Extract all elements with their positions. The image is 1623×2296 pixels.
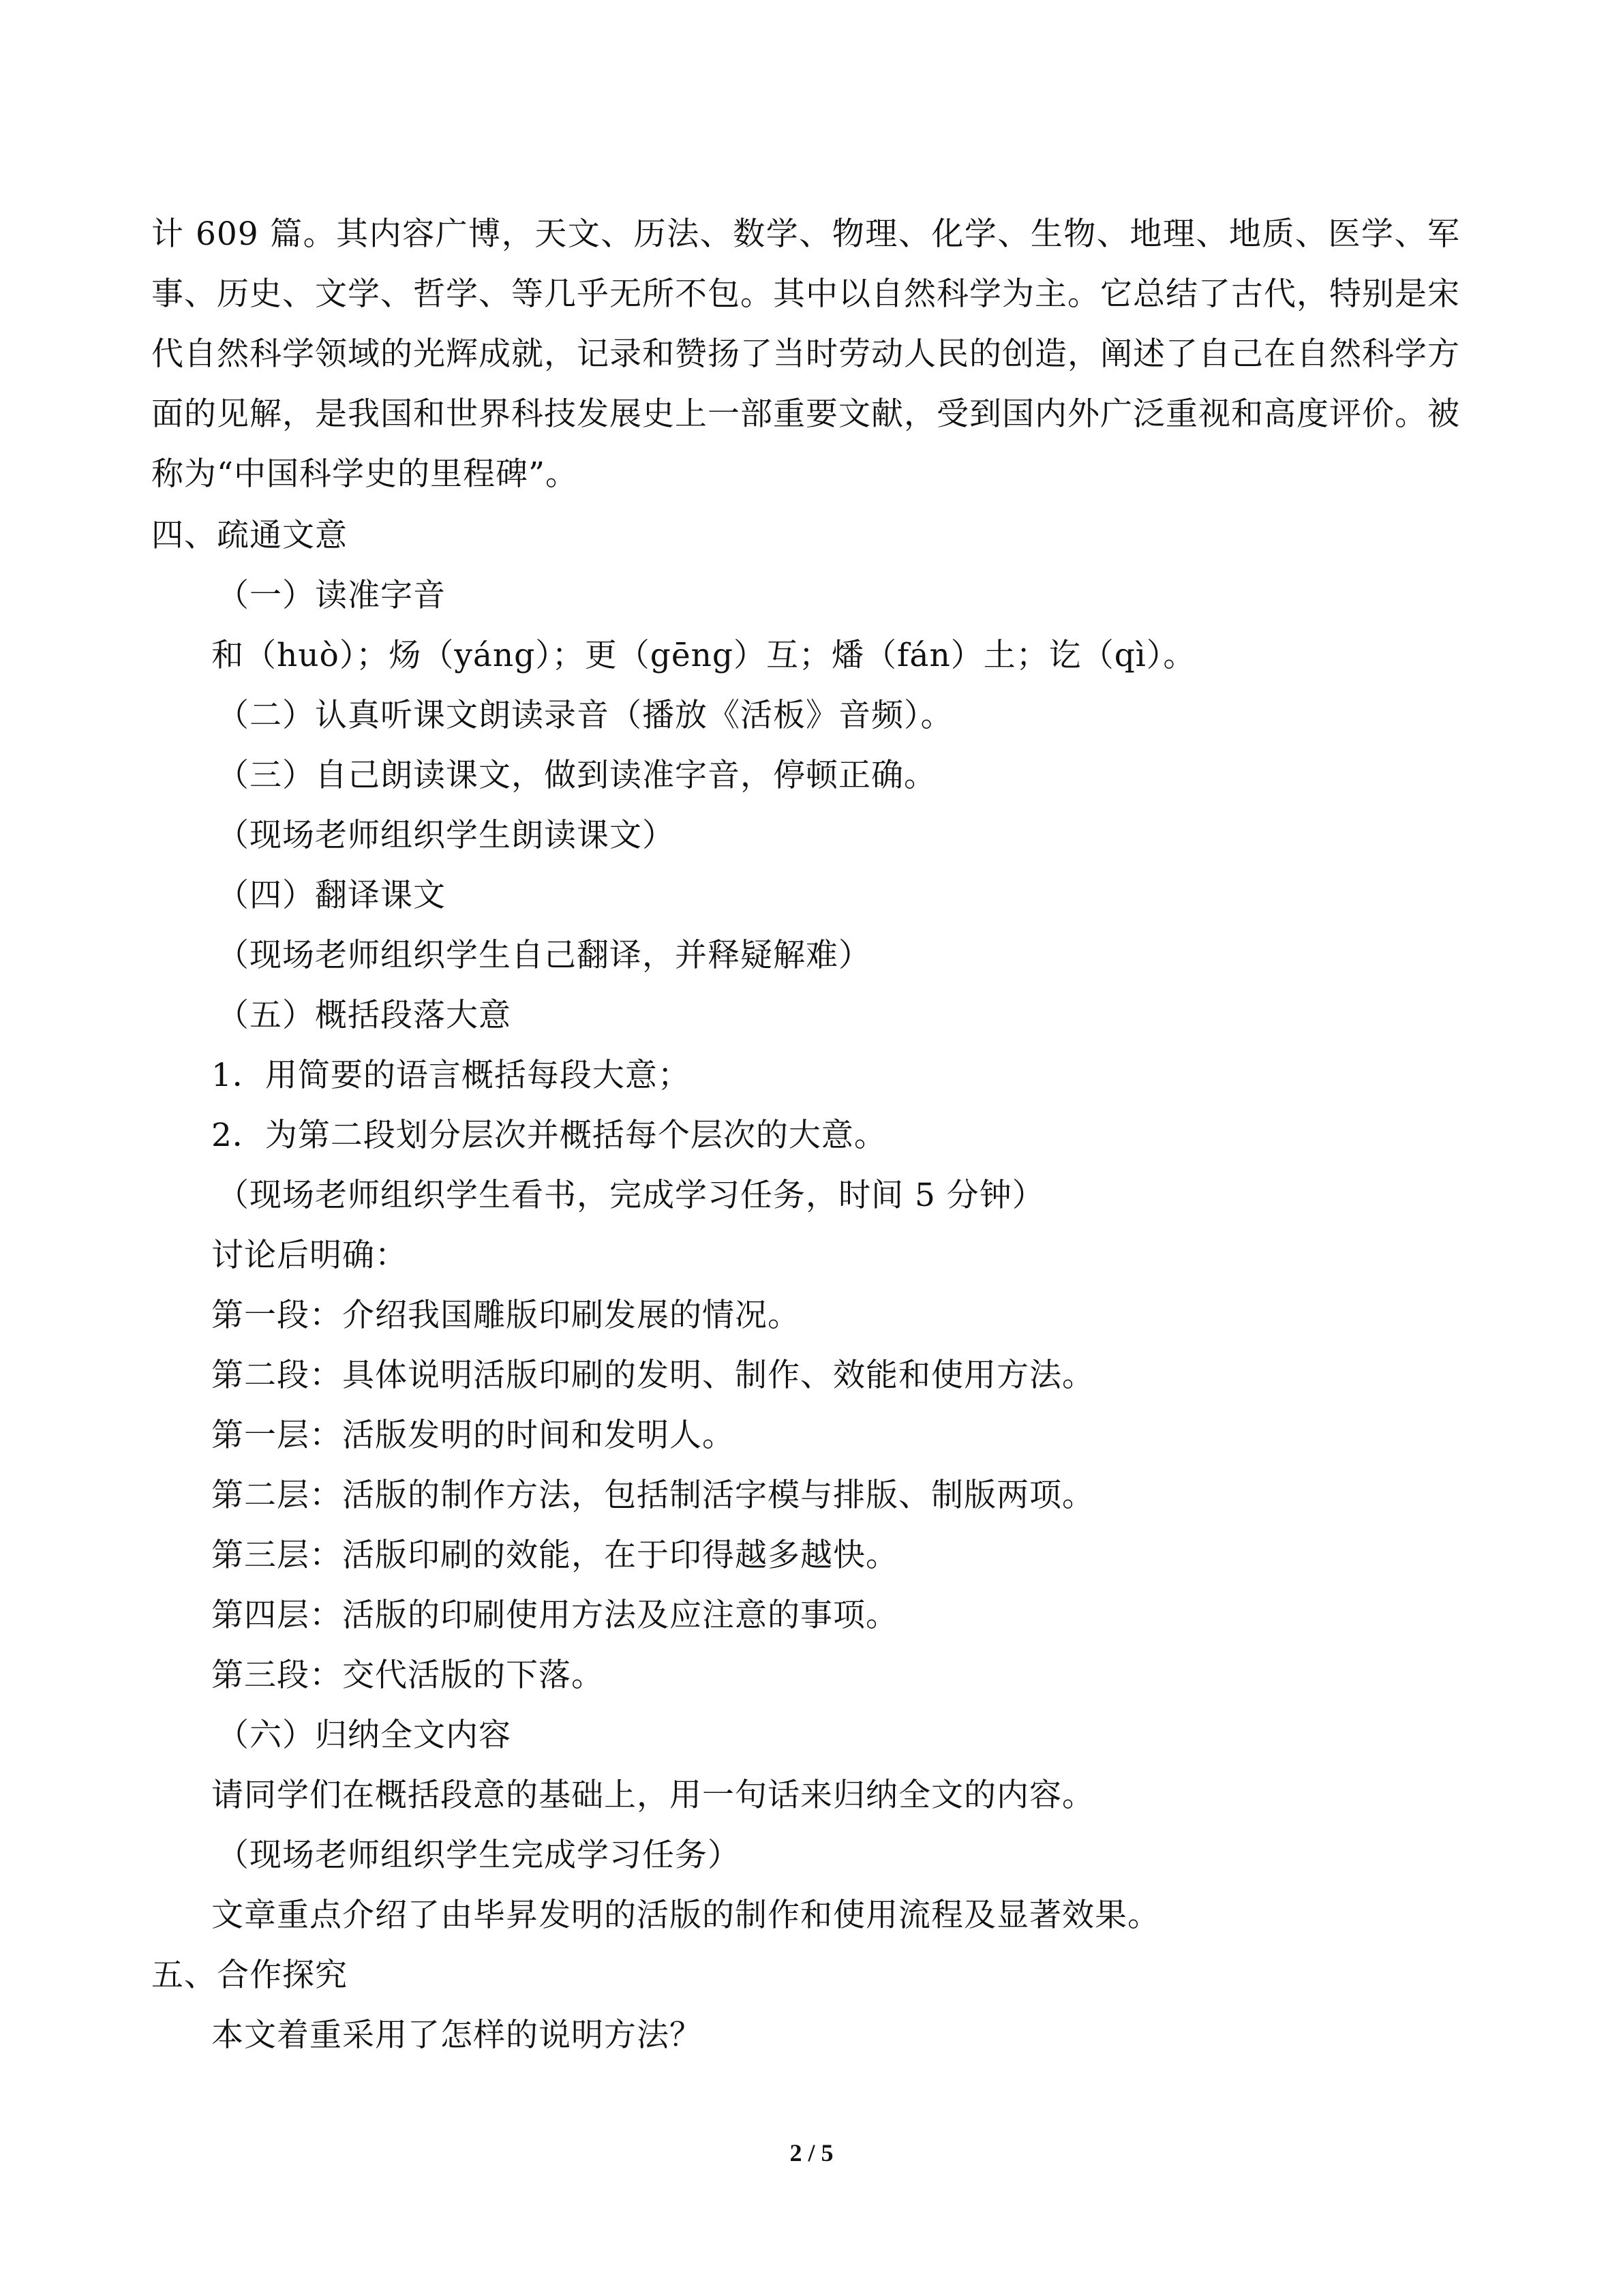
section-heading-4: 四、疏通文意 bbox=[151, 517, 348, 554]
question-line: 本文着重采用了怎样的说明方法？ bbox=[211, 2016, 702, 2054]
summary-line: 第一段：介绍我国雕版印刷发展的情况。 bbox=[211, 1297, 800, 1334]
teacher-note-4: （现场老师组织学生完成学习任务） bbox=[217, 1837, 740, 1874]
summary-line: 第二层：活版的制作方法，包括制活字模与排版、制版两项。 bbox=[211, 1477, 1095, 1514]
summary-line: 第一层：活版发明的时间和发明人。 bbox=[211, 1417, 735, 1454]
page-number: 2 / 5 bbox=[789, 2139, 834, 2166]
intro-paragraph: 计 609 篇。其内容广博，天文、历法、数学、物理、化学、生物、地理、地质、医学、军事、历史、文学、哲学、等几乎无所不包。其中以自然科学为主。它总结了古代，特别是宋代自然科学领域的光辉成就，记录和赞扬了当时劳动人民的创造，阐述了自己在自然科学方面的见解，是我国和世界科技发展史上一部重要文献，受到国内外广泛重视和高度评价。被称为“中国科学史的里程碑”。 bbox=[151, 215, 1460, 493]
section-heading-5: 五、合作探究 bbox=[151, 1957, 348, 1994]
teacher-note-3: （现场老师组织学生看书，完成学习任务，时间 5 分钟） bbox=[217, 1177, 1045, 1214]
subheading-4: （四）翻译课文 bbox=[217, 877, 446, 914]
subheading-2: （二）认真听课文朗读录音（播放《活板》音频）。 bbox=[217, 697, 954, 734]
task-prompt: 请同学们在概括段意的基础上，用一句话来归纳全文的内容。 bbox=[211, 1777, 1095, 1814]
teacher-note-1: （现场老师组织学生朗读课文） bbox=[217, 817, 675, 854]
subheading-3: （三）自己朗读课文，做到读准字音，停顿正确。 bbox=[217, 757, 937, 794]
conclusion-line: 文章重点介绍了由毕昇发明的活版的制作和使用流程及显著效果。 bbox=[211, 1897, 1160, 1934]
discussion-label: 讨论后明确： bbox=[211, 1237, 408, 1274]
task-item-2: 2．为第二段划分层次并概括每个层次的大意。 bbox=[211, 1117, 887, 1154]
summary-line: 第二段：具体说明活版印刷的发明、制作、效能和使用方法。 bbox=[211, 1357, 1095, 1394]
subheading-1: （一）读准字音 bbox=[217, 577, 446, 614]
subheading-6: （六）归纳全文内容 bbox=[217, 1717, 511, 1754]
summary-line: 第三段：交代活版的下落。 bbox=[211, 1657, 604, 1694]
pronunciation-line: 和（huò）；炀（yáng）；更（gēng）互；燔（fán）土；讫（qì）。 bbox=[211, 637, 1196, 674]
teacher-note-2: （现场老师组织学生自己翻译，并释疑解难） bbox=[217, 937, 871, 974]
summary-line: 第三层：活版印刷的效能，在于印得越多越快。 bbox=[211, 1537, 898, 1574]
task-item-1: 1．用简要的语言概括每段大意； bbox=[211, 1057, 691, 1094]
subheading-5: （五）概括段落大意 bbox=[217, 997, 511, 1034]
summary-line: 第四层：活版的印刷使用方法及应注意的事项。 bbox=[211, 1597, 898, 1634]
